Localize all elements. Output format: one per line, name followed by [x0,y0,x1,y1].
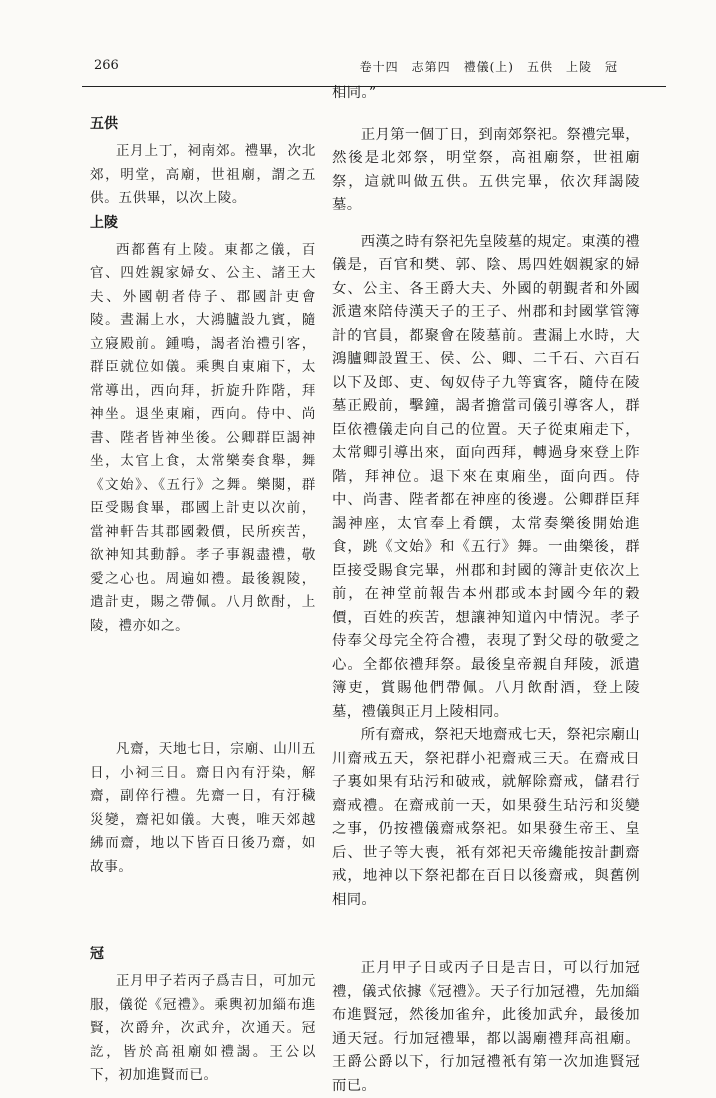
running-head: 卷十四 志第四 禮儀(上) 五供 上陵 冠 [359,60,618,74]
continuation-text: 相同。” [332,85,377,101]
original-text-column [90,112,316,1088]
page-number: 266 [94,58,119,73]
wugong-translation: 正月第一個丁日，到南郊祭祀。祭禮完畢，然後是北郊祭，明堂祭，高祖廟祭，世祖廟祭，這就叫做五供。五供完畢，依次拜謁陵墓。 [332,126,640,213]
zhai-translation: 所有齋戒，祭祀天地齋戒七天，祭祀宗廟山川齋戒五天，祭祀群小祀齋戒三天。在齋戒日子裏如果有玷污和破戒，就解除齋戒，儲君行齋戒禮。在齋戒前一天，如果發生玷污和災變之事，仍按禮儀齋戒祭祀。如果發生帝王、皇后、世子等大喪，衹有郊祀天帝纔能按計劃齋戒，地神以下祭祀都在百日以後齋戒，與舊例相同。 [332,727,640,908]
shangling-translation: 西漢之時有祭祀先皇陵墓的規定。東漢的禮儀是，百官和樊、郭、陰、馬四姓姻親家的婦女、公主、各王爵大夫、外國的朝覲者和外國派遣來陪侍漢天子的王子、州郡和封國掌管簿計的官員，都聚會在陵墓前。晝漏上水時，大鴻臚卿設置王、侯、公、卿、二千石、六百石以下及郎、吏、匈奴侍子九等賓客，隨侍在陵墓正殿前，擊鐘，謁者擔當司儀引導客人，群臣依禮儀走向自己的位置。天子從東廂走下，太常卿引導出來，面向西拜，轉過身來登上阼階，拜神位。退下來在東廂坐，面向西。侍中、尚書、陛者都在神座的後邊。公卿群臣拜謁神座，太官奉上肴饌，太常奏樂後開始進食，跳《文始》和《五行》舞。一曲樂後，群臣接受賜食完畢，州郡和封國的簿計吏依次上前，在神堂前報告本州郡或本封國今年的穀價，百姓的疾苦，想讓神知道內中情況。孝子侍奉父母完全符合禮，表現了對父母的敬愛之心。全都依禮拜祭。最後皇帝親自拜陵，派遣簿吏，賞賜他們帶佩。八月飲酎酒，登上陵墓，禮儀與正月上陵相同。 [332,233,640,720]
guan-original: 正月甲子若丙子爲吉日，可加元服，儀從《冠禮》。乘輿初加緇布進賢，次爵弁，次武弁，次通天。冠訖，皆於高祖廟如禮謁。王公以下，初加進賢而已。 [90,973,316,1083]
section-title-wugong: 五供 [90,116,118,132]
shangling-original: 西都舊有上陵。東都之儀，百官、四姓親家婦女、公主、諸王大夫、外國朝者侍子、郡國計吏會陵。晝漏上水，大鴻臚設九賓，隨立寢殿前。鍾鳴，謁者治禮引客，群臣就位如儀。乘輿自東廂下，太常導出，西向拜，折旋升阼階，拜神坐。退坐東廂，西向。侍中、尚書、陛者皆神坐後。公卿群臣謁神坐，太官上食，太常樂奏食舉，舞《文始》、《五行》之舞。樂闋，群臣受賜食畢，郡國上計吏以次前，當神軒告其郡國穀價，民所疾苦，欲神知其動靜。孝子事親盡禮，敬愛之心也。周遍如禮。最後親陵，遣計吏，賜之帶佩。八月飲酎，上陵，禮亦如之。 [90,241,316,634]
wugong-original: 正月上丁，祠南郊。禮畢，次北郊，明堂，高廟，世祖廟，謂之五供。五供畢，以次上陵。 [90,143,316,206]
translation-column [332,82,640,1098]
section-title-guan: 冠 [90,946,104,962]
guan-translation: 正月甲子日或丙子日是吉日，可以行加冠禮，儀式依據《冠禮》。天子行加冠禮，先加緇布進賢冠，然後加雀弁，此後加武弁，最後加通天冠。行加冠禮畢，都以謁廟禮拜高祖廟。王爵公爵以下，行加冠禮衹有第一次加進賢冠而已。 [332,960,640,1094]
page-header [82,40,666,74]
section-title-shangling: 上陵 [90,214,118,231]
zhai-original: 凡齋，天地七日，宗廟、山川五日，小祠三日。齋日內有汙染，解齋，副倅行禮。先齋一日，有汙穢災變，齋祀如儀。大喪，唯天郊越紼而齋，地以下皆百日後乃齋，如故事。 [90,741,316,875]
